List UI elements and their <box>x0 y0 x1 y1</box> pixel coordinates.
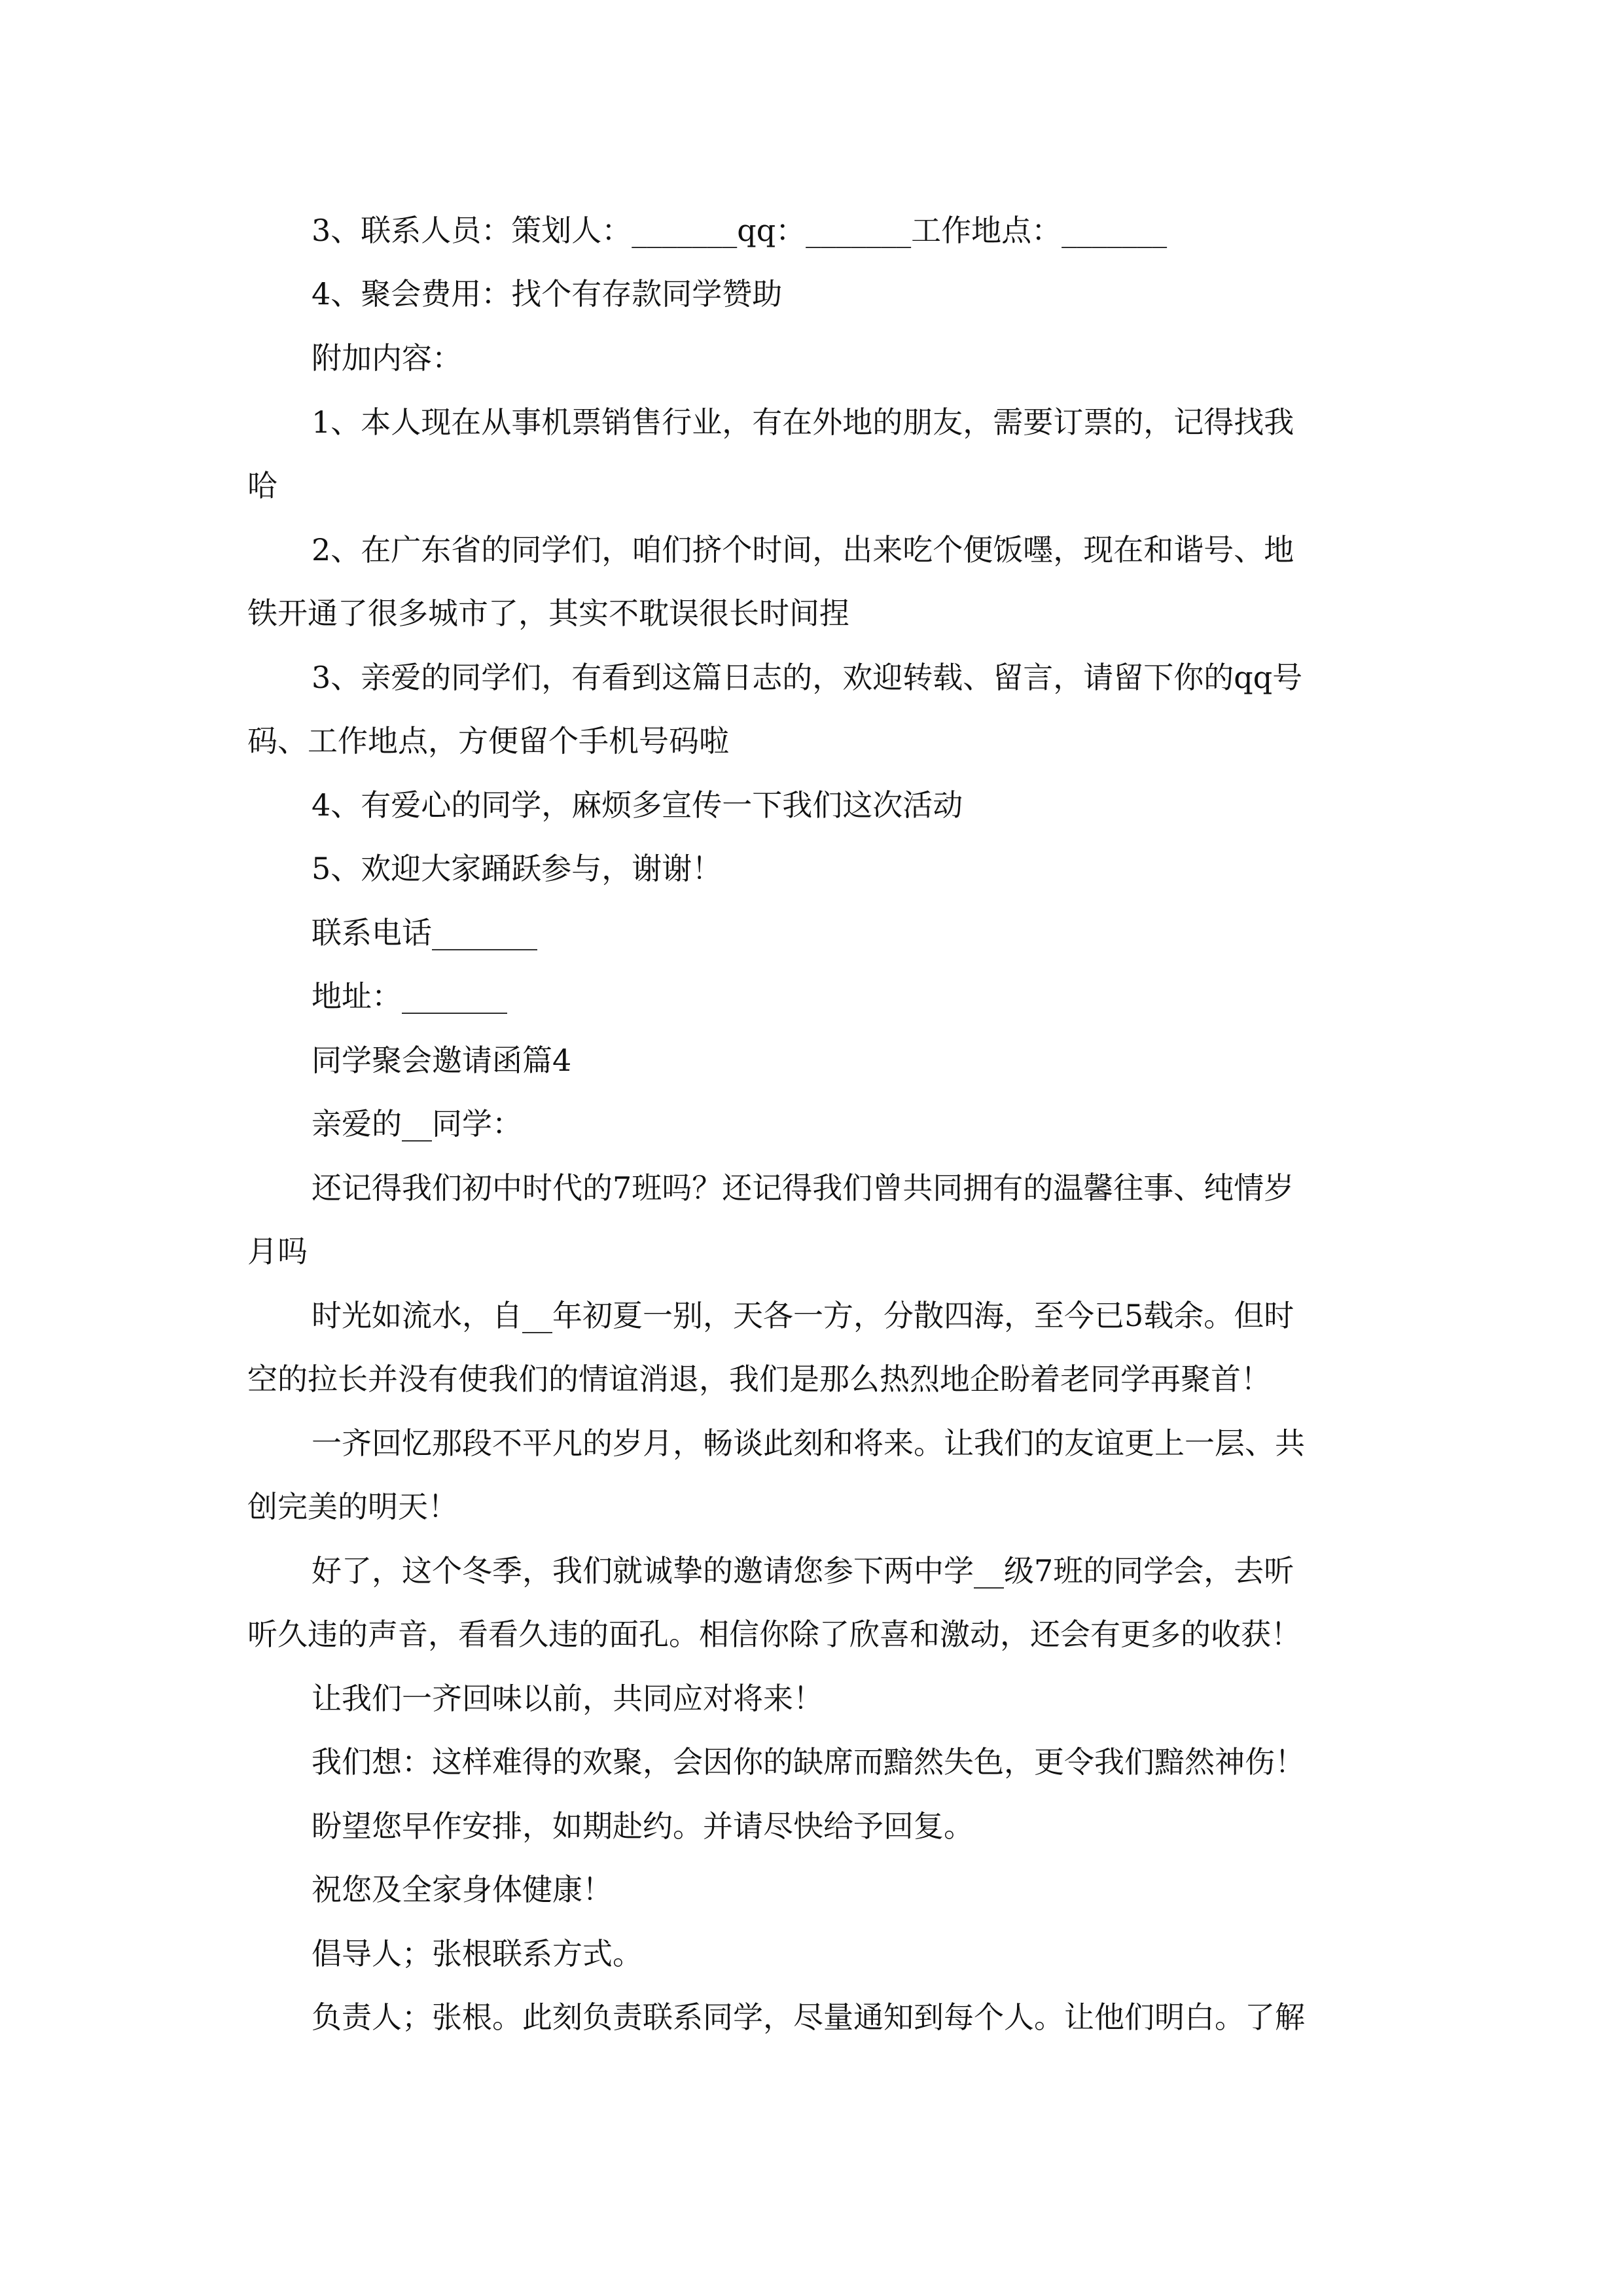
additional-heading: 附加内容： <box>312 340 462 376</box>
paragraph-line: 时光如流水，自__年初夏一别，天各一方，分散四海，至今已5载余。但时 <box>312 1298 1294 1333</box>
paragraph-line: 5、欢迎大家踊跃参与，谢谢！ <box>312 851 722 886</box>
contact-persons-line: 3、联系人员：策划人：_______qq：_______工作地点：_______ <box>312 213 1168 248</box>
paragraph-line: 哈 <box>247 468 277 503</box>
closing-wish: 祝您及全家身体健康！ <box>312 1872 613 1907</box>
paragraph-line: 码、工作地点，方便留个手机号码啦 <box>247 723 729 759</box>
paragraph-line: 听久违的声音，看看久违的面孔。相信你除了欣喜和激动，还会有更多的收获！ <box>247 1617 1301 1652</box>
paragraph-line: 好了，这个冬季，我们就诚挚的邀请您参下两中学__级7班的同学会，去听 <box>312 1553 1294 1588</box>
paragraph-line: 还记得我们初中时代的7班吗？还记得我们曾共同拥有的温馨往事、纯情岁 <box>312 1170 1294 1206</box>
paragraph-line: 空的拉长并没有使我们的情谊消退，我们是那么热烈地企盼着老同学再聚首！ <box>247 1361 1271 1397</box>
phone-line: 联系电话_______ <box>312 915 537 950</box>
paragraph-line: 铁开通了很多城市了，其实不耽误很长时间捏 <box>247 596 849 631</box>
salutation: 亲爱的__同学： <box>312 1106 522 1141</box>
paragraph-line: 我们想：这样难得的欢聚，会因你的缺席而黯然失色，更令我们黯然神伤！ <box>312 1744 1305 1780</box>
address-line: 地址：_______ <box>312 978 507 1014</box>
paragraph-line: 让我们一齐回味以前，共同应对将来！ <box>312 1681 823 1716</box>
responsible-line: 负责人；张根。此刻负责联系同学，尽量通知到每个人。让他们明白。了解 <box>312 2000 1305 2035</box>
paragraph-line: 月吗 <box>247 1234 308 1269</box>
fee-line: 4、聚会费用：找个有存款同学赞助 <box>312 276 783 312</box>
paragraph-line: 盼望您早作安排，如期赴约。并请尽快给予回复。 <box>312 1808 974 1844</box>
paragraph-line: 4、有爱心的同学，麻烦多宣传一下我们这次活动 <box>312 787 963 823</box>
paragraph-line: 创完美的明天！ <box>247 1489 458 1524</box>
paragraph-line: 3、亲爱的同学们，有看到这篇日志的，欢迎转载、留言，请留下你的qq号 <box>312 660 1303 695</box>
section-title: 同学聚会邀请函篇4 <box>312 1043 572 1078</box>
paragraph-line: 1、本人现在从事机票销售行业，有在外地的朋友，需要订票的，记得找我 <box>312 404 1294 440</box>
paragraph-line: 一齐回忆那段不平凡的岁月，畅谈此刻和将来。让我们的友谊更上一层、共 <box>312 1426 1305 1461</box>
paragraph-line: 2、在广东省的同学们，咱们挤个时间，出来吃个便饭嚜，现在和谐号、地 <box>312 532 1294 567</box>
initiator-line: 倡导人；张根联系方式。 <box>312 1936 643 1971</box>
